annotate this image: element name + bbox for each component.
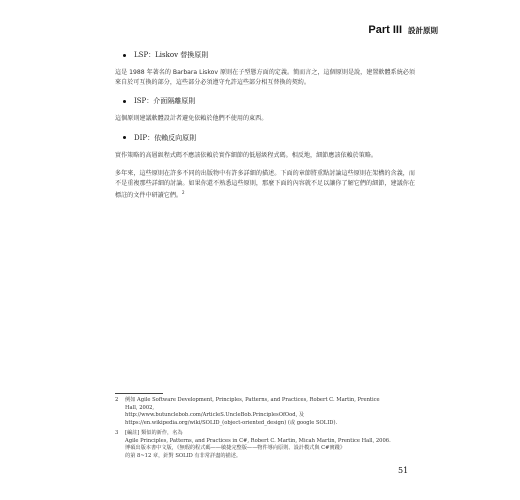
footnote-ref[interactable]: 2 (182, 190, 185, 195)
bullet-lsp-label: LSP：Liskov 替換原則 (134, 51, 209, 59)
bullet-dot-icon (123, 136, 126, 139)
bullet-isp (123, 96, 415, 106)
footnote-number: 2 (115, 397, 119, 403)
page-number: 51 (398, 466, 409, 475)
main-content (115, 50, 415, 210)
footnote-link[interactable]: http://www.butunclebob.com/ArticleS.UncleBob.PrinciplesOfOod, 及 (125, 412, 305, 418)
footnote-divider (115, 393, 163, 394)
summary-paragraph (115, 169, 415, 201)
footnotes (115, 397, 415, 463)
bullet-dip (123, 133, 415, 143)
footnote-line: [編註] 類似的新作，名為 (125, 430, 183, 436)
lsp-paragraph: 這是 1988 年著名的 Barbara Liskov 原則在子型態方面的定義。簡而言之，這個原則是說，建置軟體系統必須來自於可互換的部分，這些部分必須遵守允許這些部分相互替換的契約。 (115, 69, 415, 86)
bullet-dot-icon (123, 54, 126, 57)
footnote-line: 的第 8~12 章，針對 SOLID 有非常詳盡的描述。 (125, 452, 242, 459)
part-label: Part III (368, 24, 402, 36)
dip-paragraph: 實作策略的高層級程式碼不應該依賴於實作細節的低層級程式碼。相反地，細節應該依賴於策略。 (115, 151, 378, 159)
bullet-dip-label: DIP：依賴反向原則 (134, 133, 197, 142)
header-title: 設計原則 (408, 26, 438, 35)
footnote-item (115, 430, 415, 460)
bullet-dot-icon (123, 100, 126, 103)
footnote-link[interactable]: https://en.wikipedia.org/wiki/SOLID_(object-oriented_design) (或 google SOLID). (125, 419, 338, 426)
footnote-line: Hall, 2002, (125, 404, 155, 411)
running-header (368, 24, 438, 36)
bullet-isp-label: ISP：介面隔離原則 (134, 97, 196, 105)
footnote-line: Agile Principles, Patterns, and Practices in C#, Robert C. Martin, Micah Martin, Prentice Hall, 2006. (125, 437, 391, 444)
footnote-line: 博碩出版本書中文版，《無瑕的程式碼——敏捷完整版——物件導向原則、設計模式與 C#實踐》 (125, 445, 346, 451)
footnote-number: 3 (115, 430, 119, 436)
isp-paragraph: 這個原則建議軟體設計者避免依賴於他們不使用的東西。 (115, 115, 268, 122)
footnote-item (115, 397, 415, 427)
summary-text: 多年來，這些原則在許多不同的出版物中有許多詳細的描述。下面的章節將重點討論這些原則在架構的含義，而不是重複那些詳細的討論。如果你還不熟悉這些原則，那麼下面的內容就不足以讓你了解它們的細節，建議你在標註的文件中研讀它們。 (115, 170, 415, 200)
bullet-lsp (123, 50, 415, 60)
footnote-line: 例如 Agile Software Development, Principles, Patterns, and Practices, Robert C. Martin, Prentice (125, 397, 380, 403)
